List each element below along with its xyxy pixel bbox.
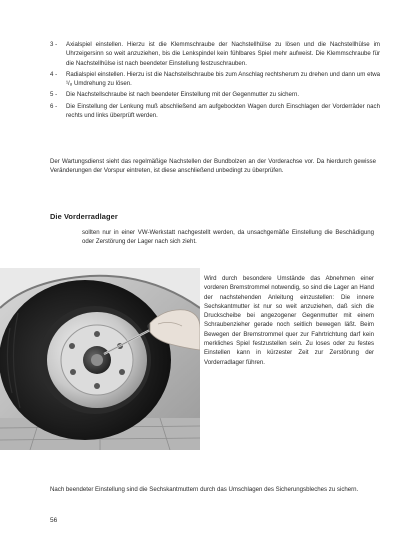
step-text: Die Einstellung der Lenkung muß abschließend am aufgebockten Wagen durch Einschlagen der Vorderräder nach rechts und links überprüft werden. (66, 102, 380, 120)
intro-paragraph: sollten nur in einer VW-Werkstatt nachgestellt werden, da unsachgemäße Einstellung die Beschädigung oder Zerstörung der Lager nach sich zieht. (82, 229, 374, 246)
wheel-hub-image (0, 268, 200, 450)
step-text: Axialspiel einstellen. Hierzu ist die Klemmschraube der Nachstellhülse zu lösen und die Nachstellhülse im Uhrzeigersinn so weit anzuziehen, bis die Lenkspindel kein fühlbares Spiel mehr aufweist. Die Klemmschraube für die Nachstellhülse ist nach beendeter Einstellung festzuschrauben. (66, 41, 380, 67)
step-text: Radialspiel einstellen. Hierzu ist die Nachstellschraube bis zum Anschlag rechtsherum zu drehen und dann um etwa ¹/₈ Umdrehung zu lösen. (66, 70, 380, 88)
step-item (50, 40, 380, 68)
step-item (50, 102, 380, 121)
step-number: 3 - (50, 41, 58, 48)
step-item (50, 70, 380, 89)
step-item (50, 90, 380, 99)
page-number: 56 (50, 517, 58, 524)
step-text: Die Nachstellschraube ist nach beendeter Einstellung mit der Gegenmutter zu sichern. (66, 91, 300, 99)
step-number: 4 - (50, 70, 58, 78)
side-paragraph: Wird durch besondere Umstände das Abnehmen einer vorderen Bremstrommel notwendig, so sind die Lager an Hand der nachstehenden Anleitung einzustellen: Die innere Sechskantmutter ist nur so weit anzuziehen, daß sich die Druckscheibe bei angezogener Gegenmutter mit einem Schraubenzieher gerade noch seitlich bewegen läßt. Beim Bewegen der Bremstrommel quer zur Fahrtrichtung darf kein merkliches Spiel festzustellen sein. Zu loses oder zu festes Einstellen kann in kürzester Zeit zur Zerstörung der Vorderradlager führen. (204, 275, 374, 366)
wheel-photo (0, 268, 200, 450)
step-number: 6 - (50, 102, 58, 110)
service-paragraph: Der Wartungsdienst sieht das regelmäßige Nachstellen der Bundbolzen an der Vorderachse vor. Da hierdurch gewisse Veränderungen der Vorspur eintreten, ist diese anschließend unbedingt zu überprüfen. (50, 158, 376, 175)
section-heading: Die Vorderradlager (50, 212, 118, 221)
closing-paragraph: Nach beendeter Einstellung sind die Sechskantmuttern durch das Umschlagen des Sicherungsbleches zu sichern. (50, 486, 359, 493)
step-number: 5 - (50, 91, 58, 99)
step-list (50, 40, 380, 122)
